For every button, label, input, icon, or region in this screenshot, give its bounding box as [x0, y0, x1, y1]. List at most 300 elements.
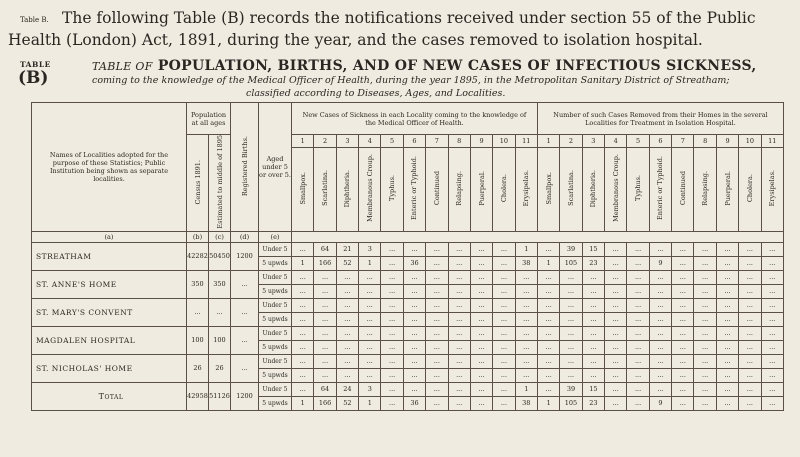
case-count: ... [739, 284, 761, 298]
case-count: ... [649, 354, 671, 368]
case-count: ... [582, 270, 604, 284]
case-count: ... [627, 270, 649, 284]
col-number: 2 [314, 135, 336, 148]
case-count: 1 [359, 396, 381, 410]
intro-line-1: The following Table (B) records the notifications received under section 55 of the Public [62, 9, 756, 27]
aged-header-text: Aged under 5 or over 5. [259, 154, 291, 179]
col-number: 2 [560, 135, 582, 148]
case-count: ... [672, 242, 694, 256]
case-count: ... [336, 340, 358, 354]
census-value: 42958 [187, 382, 209, 410]
case-count: ... [649, 382, 671, 396]
case-count: 1 [515, 242, 537, 256]
case-count: ... [381, 298, 403, 312]
case-count: ... [470, 270, 492, 284]
case-count: 3 [359, 242, 381, 256]
case-count: ... [716, 340, 738, 354]
case-count: ... [426, 340, 448, 354]
table-tag: TABLE [20, 60, 51, 69]
case-count: ... [761, 312, 783, 326]
case-count: ... [582, 326, 604, 340]
locality-name: STREATHAM [32, 242, 187, 270]
estimated-value: 50450 [209, 242, 231, 270]
case-count: 15 [582, 382, 604, 396]
case-count: ... [605, 270, 627, 284]
case-count: ... [694, 298, 716, 312]
case-count: ... [426, 284, 448, 298]
case-count: ... [381, 284, 403, 298]
disease-header [761, 147, 783, 231]
col-number: 9 [470, 135, 492, 148]
case-count: ... [694, 242, 716, 256]
table-side-label: Table B. [20, 16, 49, 24]
case-count: ... [694, 270, 716, 284]
case-count: ... [336, 270, 358, 284]
age-group-label: 5 upwds [259, 284, 292, 298]
col-number: 11 [761, 135, 783, 148]
disease-name: Scarlatina. [566, 170, 575, 207]
case-count: ... [716, 396, 738, 410]
case-count: ... [537, 270, 559, 284]
case-count: ... [292, 298, 314, 312]
disease-name: Relapsing. [455, 170, 464, 206]
table-row [32, 354, 784, 368]
age-group-label: Under 5 [259, 242, 292, 256]
case-count: 105 [560, 256, 582, 270]
case-count: ... [739, 382, 761, 396]
disease-name: Erysipelas. [768, 170, 777, 207]
census-value: ... [187, 298, 209, 326]
case-count: ... [537, 298, 559, 312]
case-count: ... [314, 326, 336, 340]
case-count: ... [359, 284, 381, 298]
disease-name: Relapsing. [701, 170, 710, 206]
statistics-table [31, 102, 784, 411]
disease-name: Cholera. [745, 174, 754, 203]
locality-name: ST. ANNE'S HOME [32, 270, 187, 298]
case-count: ... [292, 284, 314, 298]
case-count: ... [336, 326, 358, 340]
case-count: ... [627, 354, 649, 368]
disease-name: Continued [678, 171, 687, 206]
title-prefix: TABLE OF [92, 60, 153, 73]
case-count: 39 [560, 382, 582, 396]
case-count: ... [716, 354, 738, 368]
case-count: ... [716, 256, 738, 270]
case-count: 38 [515, 396, 537, 410]
case-count: ... [627, 326, 649, 340]
case-count: 1 [359, 256, 381, 270]
case-count: ... [359, 270, 381, 284]
births-value: ... [231, 298, 259, 326]
locality-name: ST. NICHOLAS' HOME [32, 354, 187, 382]
census-value: 26 [187, 354, 209, 382]
locality-header [32, 103, 187, 232]
case-count: ... [739, 326, 761, 340]
case-count: ... [381, 312, 403, 326]
case-count: ... [761, 326, 783, 340]
case-count: ... [470, 396, 492, 410]
case-count: ... [336, 354, 358, 368]
disease-header [716, 147, 738, 231]
case-count: ... [582, 340, 604, 354]
case-count: ... [739, 256, 761, 270]
case-count: ... [493, 340, 515, 354]
case-count: ... [515, 284, 537, 298]
case-count: ... [403, 284, 425, 298]
case-count: ... [694, 340, 716, 354]
removed-header: Number of such Cases Removed from their Homes in the several Localities for Treatment in Isolation Hospital. [537, 103, 783, 135]
case-count: ... [292, 242, 314, 256]
case-count: ... [537, 368, 559, 382]
case-count: ... [493, 326, 515, 340]
case-count: ... [381, 242, 403, 256]
case-count: ... [582, 298, 604, 312]
case-count: ... [292, 340, 314, 354]
case-count: ... [672, 354, 694, 368]
case-count: ... [493, 354, 515, 368]
case-count: ... [336, 368, 358, 382]
col-number: 5 [627, 135, 649, 148]
case-count: ... [359, 368, 381, 382]
case-count: ... [605, 298, 627, 312]
case-count: ... [314, 354, 336, 368]
letter-c: (c) [209, 231, 231, 242]
case-count: ... [739, 298, 761, 312]
case-count: ... [582, 284, 604, 298]
case-count: ... [672, 298, 694, 312]
case-count: ... [672, 396, 694, 410]
case-count: ... [605, 382, 627, 396]
case-count: ... [403, 354, 425, 368]
col-number: 7 [426, 135, 448, 148]
case-count: 23 [582, 396, 604, 410]
case-count: ... [381, 368, 403, 382]
case-count: 1 [292, 256, 314, 270]
aged-header [259, 103, 292, 232]
disease-name: Scarlatina. [321, 170, 330, 207]
case-count: ... [672, 270, 694, 284]
case-count: ... [694, 354, 716, 368]
case-count: ... [448, 354, 470, 368]
case-count: ... [672, 382, 694, 396]
census-header-text: Census 1891. [193, 159, 202, 205]
case-count: ... [314, 368, 336, 382]
case-count: ... [537, 382, 559, 396]
case-count: ... [448, 340, 470, 354]
births-value: 1200 [231, 242, 259, 270]
disease-header [448, 147, 470, 231]
estimated-header [209, 135, 231, 232]
case-count: ... [582, 312, 604, 326]
case-count: ... [716, 368, 738, 382]
case-count: 23 [582, 256, 604, 270]
case-count: ... [359, 326, 381, 340]
case-count: ... [448, 368, 470, 382]
case-count: ... [314, 298, 336, 312]
disease-name: Typhus. [634, 175, 643, 202]
case-count: ... [761, 340, 783, 354]
case-count: ... [627, 242, 649, 256]
case-count: ... [426, 382, 448, 396]
case-count: ... [716, 326, 738, 340]
case-count: ... [560, 354, 582, 368]
case-count: ... [627, 284, 649, 298]
case-count: ... [627, 396, 649, 410]
case-count: 38 [515, 256, 537, 270]
case-count: ... [470, 326, 492, 340]
case-count: ... [493, 242, 515, 256]
case-count: ... [739, 312, 761, 326]
case-count: ... [381, 354, 403, 368]
case-count: ... [649, 326, 671, 340]
case-count: ... [560, 284, 582, 298]
case-count: ... [448, 284, 470, 298]
estimated-value: 26 [209, 354, 231, 382]
table-row [32, 242, 784, 256]
estimated-value: 350 [209, 270, 231, 298]
case-count: ... [694, 368, 716, 382]
disease-name: Cholera. [499, 174, 508, 203]
case-count: ... [493, 396, 515, 410]
case-count: ... [761, 270, 783, 284]
case-count: ... [605, 326, 627, 340]
case-count: ... [739, 368, 761, 382]
case-count: ... [605, 242, 627, 256]
case-count: ... [582, 354, 604, 368]
case-count: ... [448, 242, 470, 256]
case-count: ... [403, 326, 425, 340]
case-count: 36 [403, 256, 425, 270]
case-count: ... [426, 298, 448, 312]
case-count: ... [605, 354, 627, 368]
case-count: 36 [403, 396, 425, 410]
age-group-label: 5 upwds [259, 340, 292, 354]
case-count: ... [515, 368, 537, 382]
col-number: 6 [649, 135, 671, 148]
case-count: ... [403, 368, 425, 382]
case-count: ... [292, 354, 314, 368]
case-count: ... [470, 354, 492, 368]
case-count: 39 [560, 242, 582, 256]
case-count: ... [493, 284, 515, 298]
case-count: ... [739, 242, 761, 256]
disease-header [739, 147, 761, 231]
estimated-value: ... [209, 298, 231, 326]
col-number: 5 [381, 135, 403, 148]
case-count: ... [672, 326, 694, 340]
census-value: 100 [187, 326, 209, 354]
case-count: ... [761, 256, 783, 270]
col-number: 6 [403, 135, 425, 148]
case-count: ... [448, 396, 470, 410]
disease-header [292, 147, 314, 231]
case-count: ... [739, 396, 761, 410]
case-count: ... [292, 382, 314, 396]
case-count: ... [515, 326, 537, 340]
locality-header-text: Names of Localities adopted for the purpose of these Statistics; Public Institution being shown as separate localities. [49, 150, 169, 183]
case-count: ... [336, 298, 358, 312]
case-count: ... [716, 270, 738, 284]
case-count: 1 [537, 256, 559, 270]
case-count: ... [605, 256, 627, 270]
case-count: 9 [649, 256, 671, 270]
age-group-label: 5 upwds [259, 312, 292, 326]
table-title [92, 58, 757, 74]
locality-name: Total [32, 382, 187, 410]
case-count: ... [493, 256, 515, 270]
case-count: ... [739, 340, 761, 354]
letter-d: (d) [231, 231, 259, 242]
case-count: ... [292, 312, 314, 326]
case-count: ... [292, 368, 314, 382]
age-group-label: 5 upwds [259, 368, 292, 382]
col-number: 8 [448, 135, 470, 148]
case-count: 21 [336, 242, 358, 256]
case-count: ... [515, 312, 537, 326]
case-count: ... [426, 354, 448, 368]
case-count: 52 [336, 256, 358, 270]
births-value: ... [231, 270, 259, 298]
case-count: ... [515, 270, 537, 284]
case-count: ... [560, 340, 582, 354]
disease-name: Enteric or Typhoid. [410, 156, 419, 221]
case-count: ... [537, 326, 559, 340]
case-count: ... [739, 270, 761, 284]
table-row [32, 270, 784, 284]
letter-spacer [292, 231, 784, 242]
intro-line-2: Health (London) Act, 1891, during the year, and the cases removed to isolation hospital. [8, 31, 703, 49]
locality-name: MAGDALEN HOSPITAL [32, 326, 187, 354]
case-count: ... [761, 298, 783, 312]
case-count: ... [448, 298, 470, 312]
case-count: ... [605, 368, 627, 382]
locality-name: ST. MARY'S CONVENT [32, 298, 187, 326]
col-number: 9 [716, 135, 738, 148]
case-count: ... [403, 382, 425, 396]
case-count: ... [470, 382, 492, 396]
case-count: ... [448, 312, 470, 326]
case-count: ... [426, 326, 448, 340]
disease-header [627, 147, 649, 231]
case-count: ... [537, 312, 559, 326]
subtitle-line-1: coming to the knowledge of the Medical Officer of Health, during the year 1895, in the Metropolitan Sanitary District of Streatham; [92, 75, 730, 86]
case-count: ... [493, 382, 515, 396]
case-count: ... [515, 298, 537, 312]
case-count: 166 [314, 396, 336, 410]
col-number: 11 [515, 135, 537, 148]
case-count: 64 [314, 242, 336, 256]
case-count: ... [292, 326, 314, 340]
disease-header [605, 147, 627, 231]
case-count: ... [582, 368, 604, 382]
case-count: ... [672, 312, 694, 326]
case-count: ... [716, 312, 738, 326]
case-count: ... [314, 284, 336, 298]
case-count: ... [292, 270, 314, 284]
births-value: ... [231, 354, 259, 382]
table-row [32, 326, 784, 340]
births-header-text: Registered Births. [240, 135, 249, 196]
disease-header [560, 147, 582, 231]
age-group-label: 5 upwds [259, 396, 292, 410]
disease-header [403, 147, 425, 231]
case-count: ... [314, 312, 336, 326]
case-count: ... [515, 340, 537, 354]
letter-e: (e) [259, 231, 292, 242]
estimated-value: 100 [209, 326, 231, 354]
case-count: 166 [314, 256, 336, 270]
age-group-label: Under 5 [259, 270, 292, 284]
age-group-label: Under 5 [259, 354, 292, 368]
case-count: ... [426, 396, 448, 410]
case-count: ... [381, 256, 403, 270]
col-number: 4 [605, 135, 627, 148]
disease-header [649, 147, 671, 231]
case-count: ... [470, 298, 492, 312]
census-header [187, 135, 209, 232]
case-count: ... [761, 368, 783, 382]
letter-a: (a) [32, 231, 187, 242]
case-count: ... [336, 312, 358, 326]
case-count: ... [716, 284, 738, 298]
disease-name: Membranous Croup. [365, 154, 374, 223]
case-count: ... [493, 312, 515, 326]
case-count: ... [403, 340, 425, 354]
case-count: ... [359, 298, 381, 312]
age-group-label: 5 upwds [259, 256, 292, 270]
disease-header [359, 147, 381, 231]
age-group-label: Under 5 [259, 298, 292, 312]
case-count: ... [493, 270, 515, 284]
case-count: ... [426, 312, 448, 326]
disease-name: Smallpox. [544, 172, 553, 205]
case-count: ... [605, 340, 627, 354]
case-count: ... [381, 340, 403, 354]
case-count: ... [605, 312, 627, 326]
case-count: ... [627, 340, 649, 354]
disease-header [515, 147, 537, 231]
case-count: ... [761, 242, 783, 256]
case-count: ... [381, 326, 403, 340]
age-group-label: Under 5 [259, 326, 292, 340]
case-count: ... [560, 298, 582, 312]
age-group-label: Under 5 [259, 382, 292, 396]
disease-name: Puerperal. [723, 170, 732, 206]
title-main: POPULATION, BIRTHS, AND OF NEW CASES OF INFECTIOUS SICKNESS, [157, 58, 757, 74]
case-count: 24 [336, 382, 358, 396]
case-count: ... [649, 284, 671, 298]
case-count: ... [649, 270, 671, 284]
table-letter: (B) [18, 68, 49, 88]
disease-header [314, 147, 336, 231]
case-count: ... [605, 396, 627, 410]
census-value: 42282 [187, 242, 209, 270]
estimated-value: 51126 [209, 382, 231, 410]
letter-b: (b) [187, 231, 209, 242]
case-count: ... [426, 368, 448, 382]
disease-name: Puerperal. [477, 170, 486, 206]
case-count: ... [470, 256, 492, 270]
case-count: 1 [537, 396, 559, 410]
case-count: ... [694, 326, 716, 340]
census-value: 350 [187, 270, 209, 298]
case-count: ... [359, 312, 381, 326]
case-count: ... [716, 382, 738, 396]
case-count: ... [359, 340, 381, 354]
case-count: ... [537, 284, 559, 298]
births-value: ... [231, 326, 259, 354]
